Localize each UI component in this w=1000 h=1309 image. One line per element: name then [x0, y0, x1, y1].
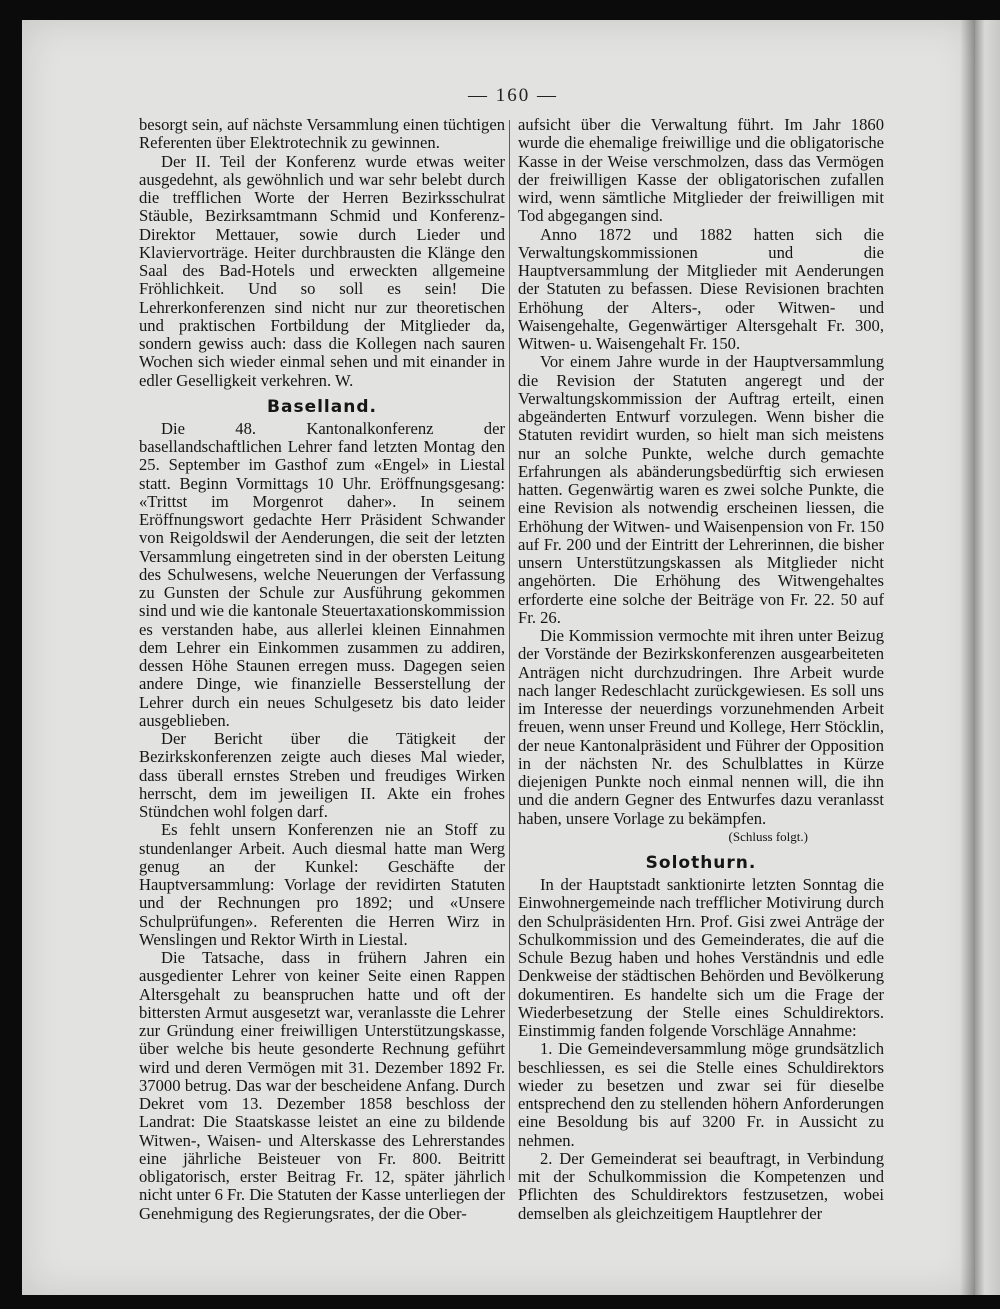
paragraph: 1. Die Gemeindeversammlung möge grundsätzlich beschliessen, es sei die Stelle eines Schuldirektors wieder zu besetzen und zwar sei für dieselbe entsprechend den zu stellenden höhern Anforderungen eine Besoldung bis auf 3200 Fr. in Aussicht zu nehmen. — [518, 1039, 884, 1150]
section-heading-baselland: Baselland. — [267, 396, 377, 417]
paragraph: 2. Der Gemeinderat sei beauftragt, in Verbindung mit der Schulkommission die Kompetenzen und Pflichten des Schuldirektors festzusetzen, wobei demselben als gleichzeitigem Hauptlehrer der — [518, 1148, 884, 1223]
paragraph: Vor einem Jahre wurde in der Hauptversammlung die Revision der Statuten angeregt und der Verwaltungskommission der Auftrag erteilt, einen abgeänderten Entwurf vorzulegen. Wenn bisher die Statuten revidirt wurden, so hielt man sich meistens nur an solche Punkte, welche durch gemachte Erfahrungen als abänderungsbedürftig sich erwiesen hatten. Gegenwärtig waren es zwei solche Punkte, die eine Revision als notwendig erscheinen liessen, die Erhöhung der Witwen- und Waisenpension von Fr. 150 auf Fr. 200 und der Eintritt der Lehrerinnen, die bisher unsern Unterstützungskassen als Mitglieder nicht angehörten. Die Erhöhung des Witwengehaltes erforderte eine solche der Beiträge von Fr. 22. 50 auf Fr. 26. — [518, 352, 884, 627]
page-fold-shadow — [960, 20, 976, 1295]
column-divider — [509, 120, 510, 1180]
page-number: — 160 — — [468, 85, 558, 106]
right-column — [518, 116, 884, 1223]
paragraph: Der II. Teil der Konferenz wurde etwas weiter ausgedehnt, als gewöhnlich und war sehr belebt durch die trefflichen Worte der Herren Bezirksschulrat Stäuble, Bezirksamtmann Schmid und Konferenz-Direktor Mettauer, sowie durch Lieder und Klaviervorträge. Heiter durchbrausten die Klänge den Saal des Bad-Hotels und erweckten allgemeine Fröhlichkeit. Und so soll es sein! Die Lehrerkonferenzen sind nicht nur zur theoretischen und praktischen Fortbildung der Mitglieder da, sondern gewiss auch: dass die Kollegen nach sauren Wochen sich wieder einmal sehen und mit einander in edler Geselligkeit verkehren. W. — [139, 151, 505, 390]
next-page-edge — [975, 20, 1000, 1295]
paragraph: aufsicht über die Verwaltung führt. Im Jahr 1860 wurde die ehemalige freiwillige und die obligatorische Kasse in der Weise verschmolzen, dass das Vermögen der freiwilligen Kasse der obligatorischen zufallen wird, wenn sämtliche Mitglieder der freiwilligen mit Tod abgegangen sind. — [518, 115, 884, 226]
paragraph: Es fehlt unsern Konferenzen nie an Stoff zu stundenlanger Arbeit. Auch diesmal hatte man Werg genug an der Kunkel: Geschäfte der Hauptversammlung: Vorlage der revidirten Statuten und der Rechnungen pro 1892; und «Unsere Schulprüfungen». Referenten die Herren Wirz in Wenslingen und Rektor Wirth in Liestal. — [139, 820, 505, 949]
paragraph: Die Tatsache, dass in frühern Jahren ein ausgedienter Lehrer von keiner Seite einen Rappen Altersgehalt zu beanspruchen hatte und oft der bittersten Armut ausgesetzt war, veranlasste die Lehrer zur Gründung einer freiwilligen Unterstützungskasse, über welche bis heute gesonderte Rechnung geführt wird und deren Vermögen mit 31. Dezember 1892 Fr. 37000 betrug. Das war der bescheidene Anfang. Durch Dekret vom 13. Dezember 1858 beschloss der Landrat: Die Staatskasse leistet an eine zu bildende Witwen-, Waisen- und Alterskasse des Lehrerstandes eine jährliche Beisteuer von Fr. 800. Beitritt obligatorisch, erster Beitrag Fr. 12, später jährlich nicht unter 6 Fr. Die Statuten der Kasse unterliegen der Genehmigung des Regierungsrates, der die Ober- — [139, 948, 505, 1223]
paragraph: Die Kommission vermochte mit ihren unter Beizug der Vorstände der Bezirkskonferenzen ausgearbeiteten Anträgen nicht durchzudringen. Ihre Arbeit wurde nach langer Redeschlacht zurückgewiesen. Es soll uns im Interesse der neuerdings vorzunehmenden Arbeit freuen, wenn unser Freund und Kollege, Herr Stöcklin, der neue Kantonalpräsident und Führer der Opposition in der nächsten Nr. des Schulblattes in Kürze diejenigen Punkte noch einmal nennen will, die ihn und die andern Gegner des Entwurfes dazu veranlasst haben, unsere Vorlage zu bekämpfen. — [518, 626, 884, 828]
left-column — [139, 116, 505, 1223]
continuation-note: (Schluss folgt.) — [728, 828, 808, 844]
section-heading-solothurn: Solothurn. — [645, 853, 757, 873]
paragraph: besorgt sein, auf nächste Versammlung einen tüchtigen Referenten über Elektrotechnik zu gewinnen. — [139, 115, 505, 153]
paragraph: Anno 1872 und 1882 hatten sich die Verwaltungskommissionen und die Hauptversammlung der Mitglieder mit Aenderungen der Statuten zu befassen. Diese Revisionen brachten Erhöhung der Alters-, oder Witwen- und Waisengehalte, Gegenwärtiger Altersgehalt Fr. 300, Witwen- u. Waisengehalt Fr. 150. — [518, 224, 884, 353]
paragraph: In der Hauptstadt sanktionirte letzten Sonntag die Einwohnergemeinde nach trefflicher Motivirung durch den Schulpräsidenten Hrn. Prof. Gisi zwei Anträge der Schulkommission und des Gemeinderates, die auf die Schule Bezug haben und hohes Verständnis und edle Denkweise der städtischen Behörden und Bevölkerung dokumentiren. Es handelte sich um die Frage der Wiederbesetzung der Stelle eines Schuldirektors. Einstimmig fanden folgende Vorschläge Annahme: — [518, 875, 884, 1040]
paragraph: Die 48. Kantonalkonferenz der basellandschaftlichen Lehrer fand letzten Montag den 25. September im Gasthof zum «Engel» in Liestal statt. Beginn Vormittags 10 Uhr. Eröffnungsgesang: «Trittst im Morgenrot daher». In seinem Eröffnungswort gedachte Herr Präsident Schwander von Reigoldswil der Aenderungen, die seit der letzten Versammlung eingetreten sind in der obersten Leitung des Schulwesens, welche Neuerungen der Verfassung zu Gunsten der Schule zur Ausführung gekommen sind und wie die kantonale Steuertaxationskommission es verstanden habe, aus allerlei kleinen Einnahmen dem Lehrer ein Einkommen zusammen zu addiren, dessen Höhe Staunen erregen muss. Dagegen seien andere Dinge, wie finanzielle Besserstellung der Lehrer durch ein neues Schulgesetz bis dato leider ausgeblieben. — [139, 418, 505, 730]
paragraph: Der Bericht über die Tätigkeit der Bezirkskonferenzen zeigte auch dieses Mal wieder, dass überall ernstes Streben und freudiges Wirken herrscht, dem im jeweiligen II. Akte ein frohes Stündchen wohl folgen darf. — [139, 729, 505, 821]
